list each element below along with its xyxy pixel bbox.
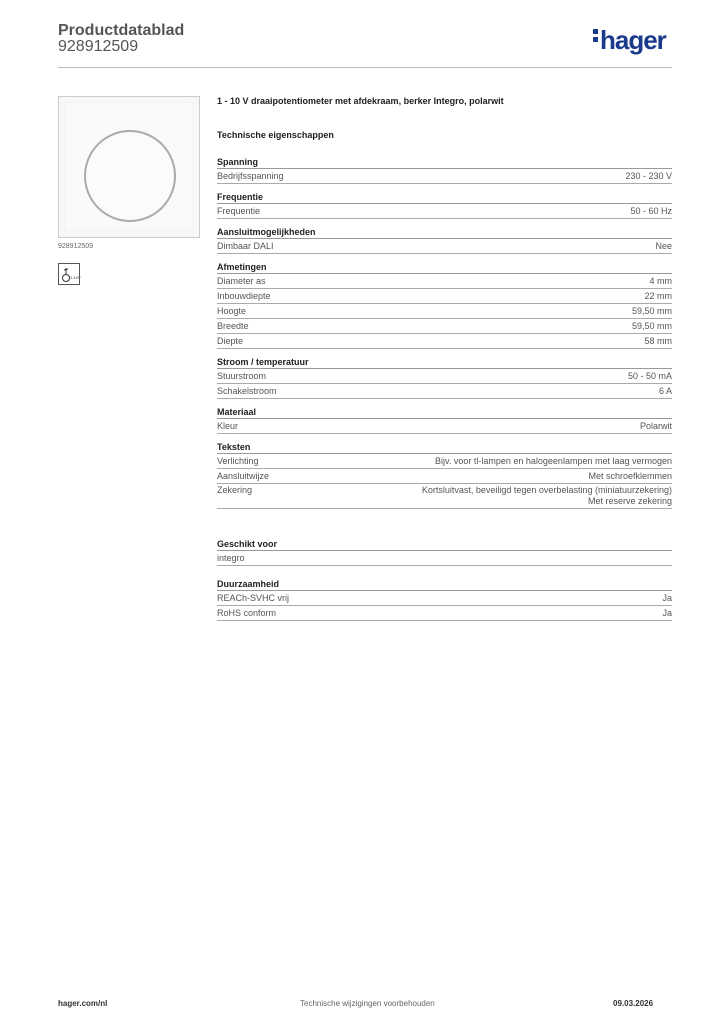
section-materiaal: [217, 406, 672, 434]
product-code: 928912509: [58, 38, 139, 55]
section-title: Duurzaamheid: [217, 578, 672, 591]
spec-label: Frequentie: [217, 206, 261, 216]
spec-row: [217, 419, 672, 434]
spec-row: [217, 591, 672, 606]
spec-value: Bijv. voor tl-lampen en halogeenlampen met laag vermogen: [435, 456, 672, 466]
spec-label: Schakelstroom: [217, 386, 277, 396]
spec-value: 59,50 mm: [631, 306, 672, 316]
cover-frame: [64, 102, 194, 232]
section-stroom: [217, 356, 672, 399]
page-title: Productdatablad: [58, 22, 185, 39]
technical-heading: Technische eigenschappen: [217, 130, 334, 140]
spec-row: [217, 334, 672, 349]
spec-label: Bedrijfsspanning: [217, 171, 284, 181]
product-image: [58, 96, 200, 238]
spec-row: [217, 239, 672, 254]
rotary-knob: [84, 130, 176, 222]
spec-row: [217, 289, 672, 304]
section-spanning: [217, 156, 672, 184]
spec-label: REACh-SVHC vrij: [217, 593, 290, 603]
spec-label: Diepte: [217, 336, 244, 346]
spec-value: 22 mm: [644, 291, 672, 301]
spec-label: Zekering: [217, 485, 253, 495]
spec-value: 6 A: [658, 386, 672, 396]
spec-label: RoHS conform: [217, 608, 277, 618]
spec-row: [217, 319, 672, 334]
spec-row: [217, 204, 672, 219]
header-divider: [58, 67, 672, 68]
badge-label: 1-10V: [70, 275, 81, 280]
spec-row: [217, 469, 672, 484]
spec-label: integro: [217, 553, 245, 563]
dimmer-symbol-icon: [58, 263, 80, 285]
spec-label: Kleur: [217, 421, 239, 431]
spec-value: Ja: [662, 608, 672, 618]
spec-label: Aansluitwijze: [217, 471, 270, 481]
spec-row: [217, 169, 672, 184]
section-title: Aansluitmogelijkheden: [217, 226, 672, 239]
section-title: Materiaal: [217, 406, 672, 419]
spec-value-line: Met reserve zekering: [587, 496, 672, 506]
section-aansluitmogelijkheden: [217, 226, 672, 254]
footer-date: 09.03.2026: [613, 999, 654, 1008]
image-caption: 928912509: [58, 243, 94, 250]
spec-label: Hoogte: [217, 306, 247, 316]
product-description: 1 - 10 V draaipotentiometer met afdekraam, berker Integro, polarwit: [217, 96, 504, 106]
spec-row: [217, 384, 672, 399]
spec-label: Stuurstroom: [217, 371, 267, 381]
spec-value: Met schroefklemmen: [588, 471, 672, 481]
spec-value: [422, 485, 672, 507]
spec-row: [217, 304, 672, 319]
spec-row: [217, 606, 672, 621]
section-title: Stroom / temperatuur: [217, 356, 672, 369]
hager-logo: [593, 25, 666, 56]
section-title: Teksten: [217, 441, 672, 454]
spec-value: 50 - 50 mA: [627, 371, 672, 381]
spec-value: 230 - 230 V: [625, 171, 672, 181]
section-afmetingen: [217, 261, 672, 349]
spec-value: Nee: [655, 241, 672, 251]
spec-label: Inbouwdiepte: [217, 291, 271, 301]
spec-row: [217, 369, 672, 384]
spec-label: Dimbaar DALI: [217, 241, 274, 251]
spec-row: [217, 274, 672, 289]
section-frequentie: [217, 191, 672, 219]
spec-value: 50 - 60 Hz: [630, 206, 672, 216]
spec-label: Verlichting: [217, 456, 259, 466]
spec-label: Diameter as: [217, 276, 266, 286]
section-teksten: [217, 441, 672, 509]
spec-content: [217, 96, 672, 628]
spec-value: 58 mm: [644, 336, 672, 346]
section-geschikt-voor: [217, 538, 672, 566]
section-title: Afmetingen: [217, 261, 672, 274]
spec-value: Polarwit: [639, 421, 672, 431]
section-title: Spanning: [217, 156, 672, 169]
spec-value-line: Kortsluitvast, beveiligd tegen overbelasting (miniatuurzekering): [421, 485, 672, 495]
spec-label: Breedte: [217, 321, 249, 331]
logo-text: hager: [600, 25, 666, 55]
section-duurzaamheid: [217, 578, 672, 621]
spec-value: Ja: [662, 593, 672, 603]
section-title: Frequentie: [217, 191, 672, 204]
spec-value: 59,50 mm: [631, 321, 672, 331]
footer-disclaimer: Technische wijzigingen voorbehouden: [300, 999, 435, 1008]
spec-value: 4 mm: [649, 276, 672, 286]
footer-website-link[interactable]: hager.com/nl: [58, 999, 108, 1008]
section-title: Geschikt voor: [217, 538, 672, 551]
logo-dots-icon: [593, 29, 598, 45]
spec-row: [217, 484, 672, 509]
spec-row: [217, 551, 672, 566]
spec-row: [217, 454, 672, 469]
